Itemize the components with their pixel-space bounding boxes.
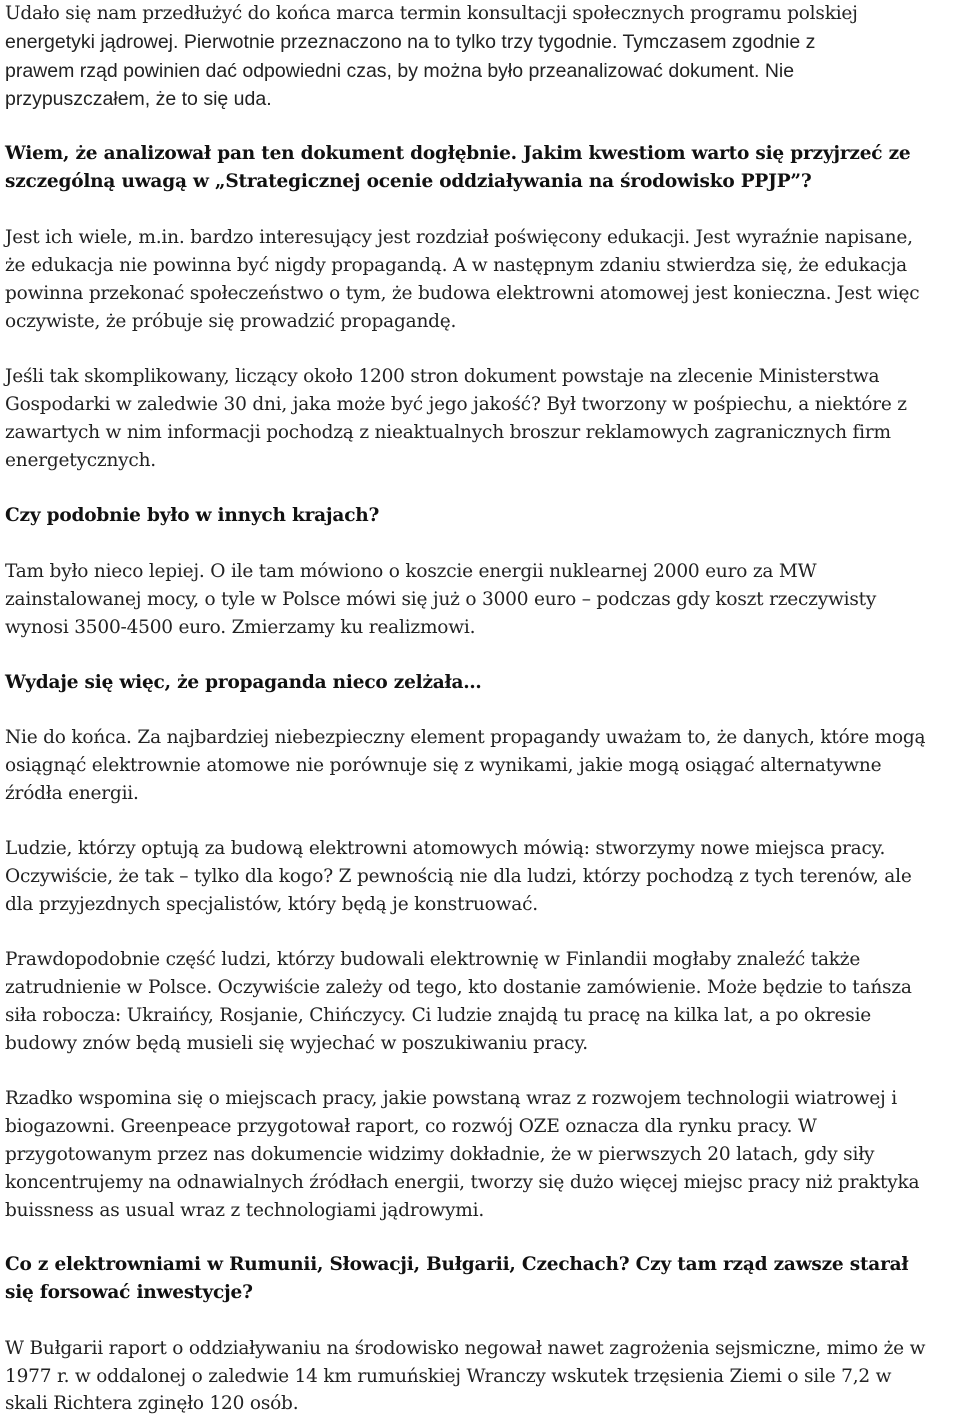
text-line: energetyki jądrowej. Pierwotnie przeznaczono na to tylko trzy tygodnie. Tymczasem zgodnie z — [5, 31, 816, 53]
text-line: W Bułgarii raport o oddziaływaniu na środowisko negował nawet zagrożenia sejsmiczne, mimo że w — [5, 1338, 926, 1359]
question-line: Wiem, że analizował pan ten dokument dogłębnie. Jakim kwestiom warto się przyjrzeć ze — [5, 143, 911, 164]
text-line: Jeśli tak skomplikowany, liczący około 1200 stron dokument powstaje na zlecenie Ministerstwa — [5, 366, 880, 387]
text-line: zatrudnienie w Polsce. Oczywiście zależy od tego, kto dostanie zamówienie. Może będzie to tańsza — [5, 977, 912, 998]
text-line: Ludzie, którzy optują za budową elektrowni atomowych mówią: stworzymy nowe miejsca pracy. — [5, 838, 886, 859]
text-line: prawem rząd powinien dać odpowiedni czas, by można było przeanalizować dokument. Nie — [5, 60, 795, 82]
text-line: zawartych w nim informacji pochodzą z nieaktualnych broszur reklamowych zagranicznych firm — [5, 422, 891, 443]
text-line: Rzadko wspomina się o miejscach pracy, jakie powstaną wraz z rozwojem technologii wiatrowej i — [5, 1088, 897, 1109]
text-line: siła robocza: Ukraińcy, Rosjanie, Chińczycy. Ci ludzie znajdą tu pracę na kilka lat, a po okresie — [5, 1005, 872, 1026]
text-line: że edukacja nie powinna być nigdy propagandą. A w następnym zdaniu stwierdza się, że edukacja — [5, 255, 907, 276]
question-line: Czy podobnie było w innych krajach? — [5, 505, 380, 526]
text-line: zainstalowanej mocy, o tyle w Polsce mówi się już o 3000 euro – podczas gdy koszt rzeczywisty — [5, 589, 877, 610]
text-line: biogazowni. Greenpeace przygotował raport, co rozwój OZE oznacza dla rynku pracy. W — [5, 1116, 817, 1137]
text-line: buissness as usual wraz z technologiami jądrowymi. — [5, 1200, 485, 1221]
text-line: energetycznych. — [5, 450, 156, 471]
text-line: 1977 r. w oddalonej o zaledwie 14 km rumuńskiej Wranczy wskutek trzęsienia Ziemi o sile 7,2 w — [5, 1366, 892, 1387]
text-line: dla przyjezdnych specjalistów, który będą je konstruować. — [5, 894, 538, 915]
text-line: oczywiste, że próbuje się prowadzić propagandę. — [5, 311, 457, 332]
text-line: Oczywiście, że tak – tylko dla kogo? Z pewnością nie dla ludzi, którzy pochodzą z tych terenów, ale — [5, 866, 912, 887]
text-line: budowy znów będą musieli się wyjechać w poszukiwaniu pracy. — [5, 1033, 588, 1054]
text-line: osiągnąć elektrownie atomowe nie porównuje się z wynikami, jakie mogą osiągać alternatywne — [5, 755, 882, 776]
text-line: przypuszczałem, że to się uda. — [5, 88, 272, 110]
text-line: Tam było nieco lepiej. O ile tam mówiono o koszcie energii nuklearnej 2000 euro za MW — [5, 561, 817, 582]
text-line: źródła energii. — [5, 783, 139, 804]
question-line: Wydaje się więc, że propaganda nieco zelżała… — [5, 672, 482, 693]
text-line: powinna przekonać społeczeństwo o tym, że budowa elektrowni atomowej jest konieczna. Jest więc — [5, 283, 920, 304]
text-line: Nie do końca. Za najbardziej niebezpieczny element propagandy uważam to, że danych, które mogą — [5, 727, 926, 748]
question-line: szczególną uwagą w „Strategicznej ocenie oddziaływania na środowisko PPJP”? — [5, 171, 812, 192]
question-line: Co z elektrowniami w Rumunii, Słowacji, Bułgarii, Czechach? Czy tam rząd zawsze starał — [5, 1254, 909, 1275]
text-line: wynosi 3500-4500 euro. Zmierzamy ku realizmowi. — [5, 617, 476, 638]
text-line: Prawdopodobnie część ludzi, którzy budowali elektrownię w Finlandii mogłaby znaleźć także — [5, 949, 861, 970]
text-line: Gospodarki w zaledwie 30 dni, jaka może być jego jakość? Był tworzony w pośpiechu, a niektóre z — [5, 394, 907, 415]
question-line: się forsować inwestycje? — [5, 1282, 253, 1303]
text-line: Udało się nam przedłużyć do końca marca termin konsultacji społecznych programu polskiej — [5, 3, 858, 24]
text-line: koncentrujemy na odnawialnych źródłach energii, tworzy się dużo więcej miejsc pracy niż praktyka — [5, 1172, 920, 1193]
text-line: skali Richtera zginęło 120 osób. — [5, 1393, 299, 1414]
text-line: Jest ich wiele, m.in. bardzo interesujący jest rozdział poświęcony edukacji. Jest wyraźnie napisane, — [5, 227, 913, 248]
text-line: przygotowanym przez nas dokumencie widzimy dokładnie, że w pierwszych 20 latach, gdy siły — [5, 1144, 875, 1165]
